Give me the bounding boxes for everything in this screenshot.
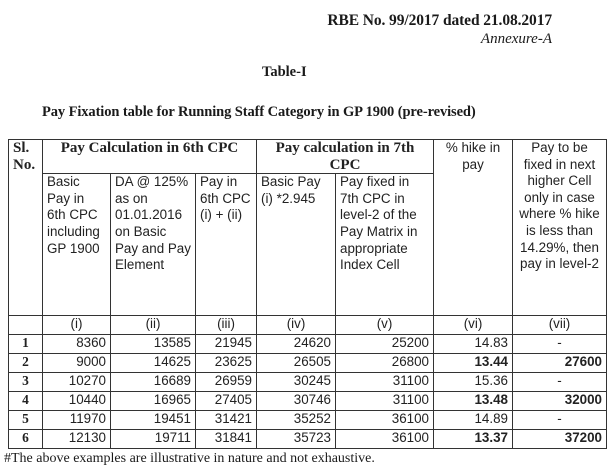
cell-ii: 19711 <box>111 430 196 449</box>
basic-pay-6th-header: Basic Pay in 6th CPC including GP 1900 <box>43 174 111 316</box>
cell-i: 8360 <box>43 335 111 354</box>
cell-vi: 13.48 <box>434 392 513 411</box>
cell-vi: 13.37 <box>434 430 513 449</box>
rbe-reference: RBE No. 99/2017 dated 21.08.2017 <box>327 12 552 29</box>
roman-i: (i) <box>43 316 111 335</box>
roman-vi: (vi) <box>434 316 513 335</box>
cell-i: 11970 <box>43 411 111 430</box>
roman-iii: (iii) <box>196 316 257 335</box>
cell-vii: 32000 <box>513 392 607 411</box>
cell-i: 9000 <box>43 354 111 373</box>
fixed-pay-header: Pay to be fixed in next higher Cell only in case where % hike is less than 14.29%, then pay in level-2 <box>513 140 607 316</box>
cell-iv: 35252 <box>257 411 336 430</box>
cell-iii: 31841 <box>196 430 257 449</box>
cell-vii: 37200 <box>513 430 607 449</box>
group-header-7th-cpc: Pay calculation in 7th CPC <box>257 140 434 174</box>
pay-6th-header: Pay in 6th CPC (i) + (ii) <box>196 174 257 316</box>
table-row <box>9 354 607 373</box>
sl-cell: 5 <box>9 411 43 430</box>
cell-v: 31100 <box>336 392 434 411</box>
cell-ii: 16689 <box>111 373 196 392</box>
cell-iv: 35723 <box>257 430 336 449</box>
cell-iv: 26505 <box>257 354 336 373</box>
table-row <box>9 411 607 430</box>
roman-iv: (iv) <box>257 316 336 335</box>
da-header: DA @ 125% as on 01.01.2016 on Basic Pay and Pay Element <box>111 174 196 316</box>
cell-iv: 30746 <box>257 392 336 411</box>
basic-pay-7th-header: Basic Pay (i) *2.945 <box>257 174 336 316</box>
roman-numeral-row <box>9 316 607 335</box>
cell-vi: 13.44 <box>434 354 513 373</box>
cell-vii: 27600 <box>513 354 607 373</box>
cell-iv: 24620 <box>257 335 336 354</box>
table-row <box>9 373 607 392</box>
cell-v: 36100 <box>336 430 434 449</box>
sl-cell: 2 <box>9 354 43 373</box>
roman-blank <box>9 316 43 335</box>
sl-cell: 6 <box>9 430 43 449</box>
annexure-label: Annexure-A <box>480 31 552 47</box>
roman-ii: (ii) <box>111 316 196 335</box>
sl-no-header: Sl. No. <box>9 140 43 316</box>
cell-iv: 30245 <box>257 373 336 392</box>
cell-v: 31100 <box>336 373 434 392</box>
cell-i: 10270 <box>43 373 111 392</box>
header-row-groups <box>9 140 607 174</box>
cell-v: 25200 <box>336 335 434 354</box>
table-row <box>9 335 607 354</box>
hike-header: % hike in pay <box>434 140 513 316</box>
cell-v: 26800 <box>336 354 434 373</box>
cell-vi: 14.89 <box>434 411 513 430</box>
cell-iii: 26959 <box>196 373 257 392</box>
cell-ii: 13585 <box>111 335 196 354</box>
cell-iii: 27405 <box>196 392 257 411</box>
cell-iii: 31421 <box>196 411 257 430</box>
cell-ii: 14625 <box>111 354 196 373</box>
cell-vii: - <box>513 411 607 430</box>
sl-cell: 3 <box>9 373 43 392</box>
cell-v: 36100 <box>336 411 434 430</box>
group-header-6th-cpc: Pay Calculation in 6th CPC <box>43 140 257 174</box>
table-row <box>9 430 607 449</box>
cell-i: 12130 <box>43 430 111 449</box>
footnote: #The above examples are illustrative in nature and not exhaustive. <box>4 451 375 466</box>
table-caption: Pay Fixation table for Running Staff Category in GP 1900 (pre-revised) <box>42 104 476 120</box>
pay-fixation-table <box>8 139 607 449</box>
cell-iii: 23625 <box>196 354 257 373</box>
cell-iii: 21945 <box>196 335 257 354</box>
cell-vi: 14.83 <box>434 335 513 354</box>
cell-i: 10440 <box>43 392 111 411</box>
sl-cell: 4 <box>9 392 43 411</box>
roman-v: (v) <box>336 316 434 335</box>
roman-vii: (vii) <box>513 316 607 335</box>
cell-vi: 15.36 <box>434 373 513 392</box>
sl-cell: 1 <box>9 335 43 354</box>
cell-ii: 19451 <box>111 411 196 430</box>
cell-ii: 16965 <box>111 392 196 411</box>
table-title: Table-I <box>262 64 307 80</box>
cell-vii: - <box>513 373 607 392</box>
cell-vii: - <box>513 335 607 354</box>
pay-fixed-7th-header: Pay fixed in 7th CPC in level-2 of the Pay Matrix in appropriate Index Cell <box>336 174 434 316</box>
table-row <box>9 392 607 411</box>
